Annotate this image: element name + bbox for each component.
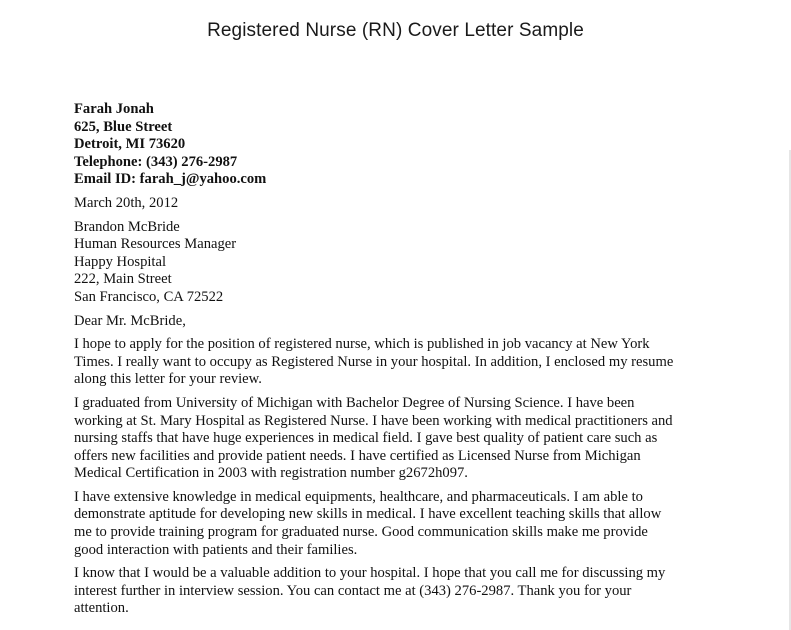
sender-street: 625, Blue Street	[74, 118, 173, 135]
paragraph-line: I know that I would be a valuable addition to your hospital. I hope that you call me for discussing my	[74, 565, 666, 582]
paragraph-line: good interaction with patients and their families.	[74, 541, 358, 558]
paragraph-4	[74, 565, 774, 618]
paragraph-2	[74, 395, 774, 483]
sender-block	[74, 101, 774, 189]
letter-body	[74, 101, 774, 618]
recipient-city: San Francisco, CA 72522	[74, 288, 224, 305]
recipient-name: Brandon McBride	[74, 218, 180, 235]
paragraph-line: working at St. Mary Hospital as Registered Nurse. I have been working with medical practitioners and	[74, 412, 673, 429]
paragraph-3	[74, 489, 774, 559]
recipient-block	[74, 219, 774, 307]
recipient-position: Human Resources Manager	[74, 236, 237, 253]
salutation: Dear Mr. McBride,	[74, 312, 186, 329]
paragraph-1	[74, 336, 774, 389]
paragraph-line: Times. I really want to occupy as Registered Nurse in your hospital. In addition, I enclosed my resume	[74, 353, 674, 370]
paragraph-line: me to provide training program for graduated nurse. Good communication skills make me provide	[74, 524, 648, 541]
sender-email: Email ID: farah_j@yahoo.com	[74, 171, 267, 188]
letter-date: March 20th, 2012	[74, 194, 179, 211]
paragraph-line: I have extensive knowledge in medical equipments, healthcare, and pharmaceuticals. I am able to	[74, 488, 643, 505]
recipient-street: 222, Main Street	[74, 271, 172, 288]
paragraph-line: offers new facilities and provide patient needs. I have certified as Licensed Nurse from Michigan	[74, 447, 641, 464]
paragraph-line: along this letter for your review.	[74, 371, 262, 388]
paragraph-line: I graduated from University of Michigan with Bachelor Degree of Nursing Science. I have been	[74, 394, 635, 411]
sender-city: Detroit, MI 73620	[74, 136, 186, 153]
recipient-company: Happy Hospital	[74, 253, 167, 270]
paragraph-line: demonstrate aptitude for developing new skills in medical. I have excellent teaching skills that allow	[74, 506, 662, 523]
page-title: Registered Nurse (RN) Cover Letter Sample	[207, 20, 584, 41]
paragraph-line: Medical Certification in 2003 with registration number g2672h097.	[74, 465, 468, 482]
paragraph-line: interest further in interview session. You can contact me at (343) 276-2987. Thank you for your	[74, 582, 632, 599]
paragraph-line: attention.	[74, 600, 129, 617]
sender-telephone: Telephone: (343) 276-2987	[74, 153, 238, 170]
sender-name: Farah Jonah	[74, 101, 154, 117]
paragraph-line: I hope to apply for the position of registered nurse, which is published in job vacancy at New York	[74, 336, 650, 353]
paragraph-line: nursing staffs that have huge experiences in medical field. I gave best quality of patient care such as	[74, 430, 658, 447]
